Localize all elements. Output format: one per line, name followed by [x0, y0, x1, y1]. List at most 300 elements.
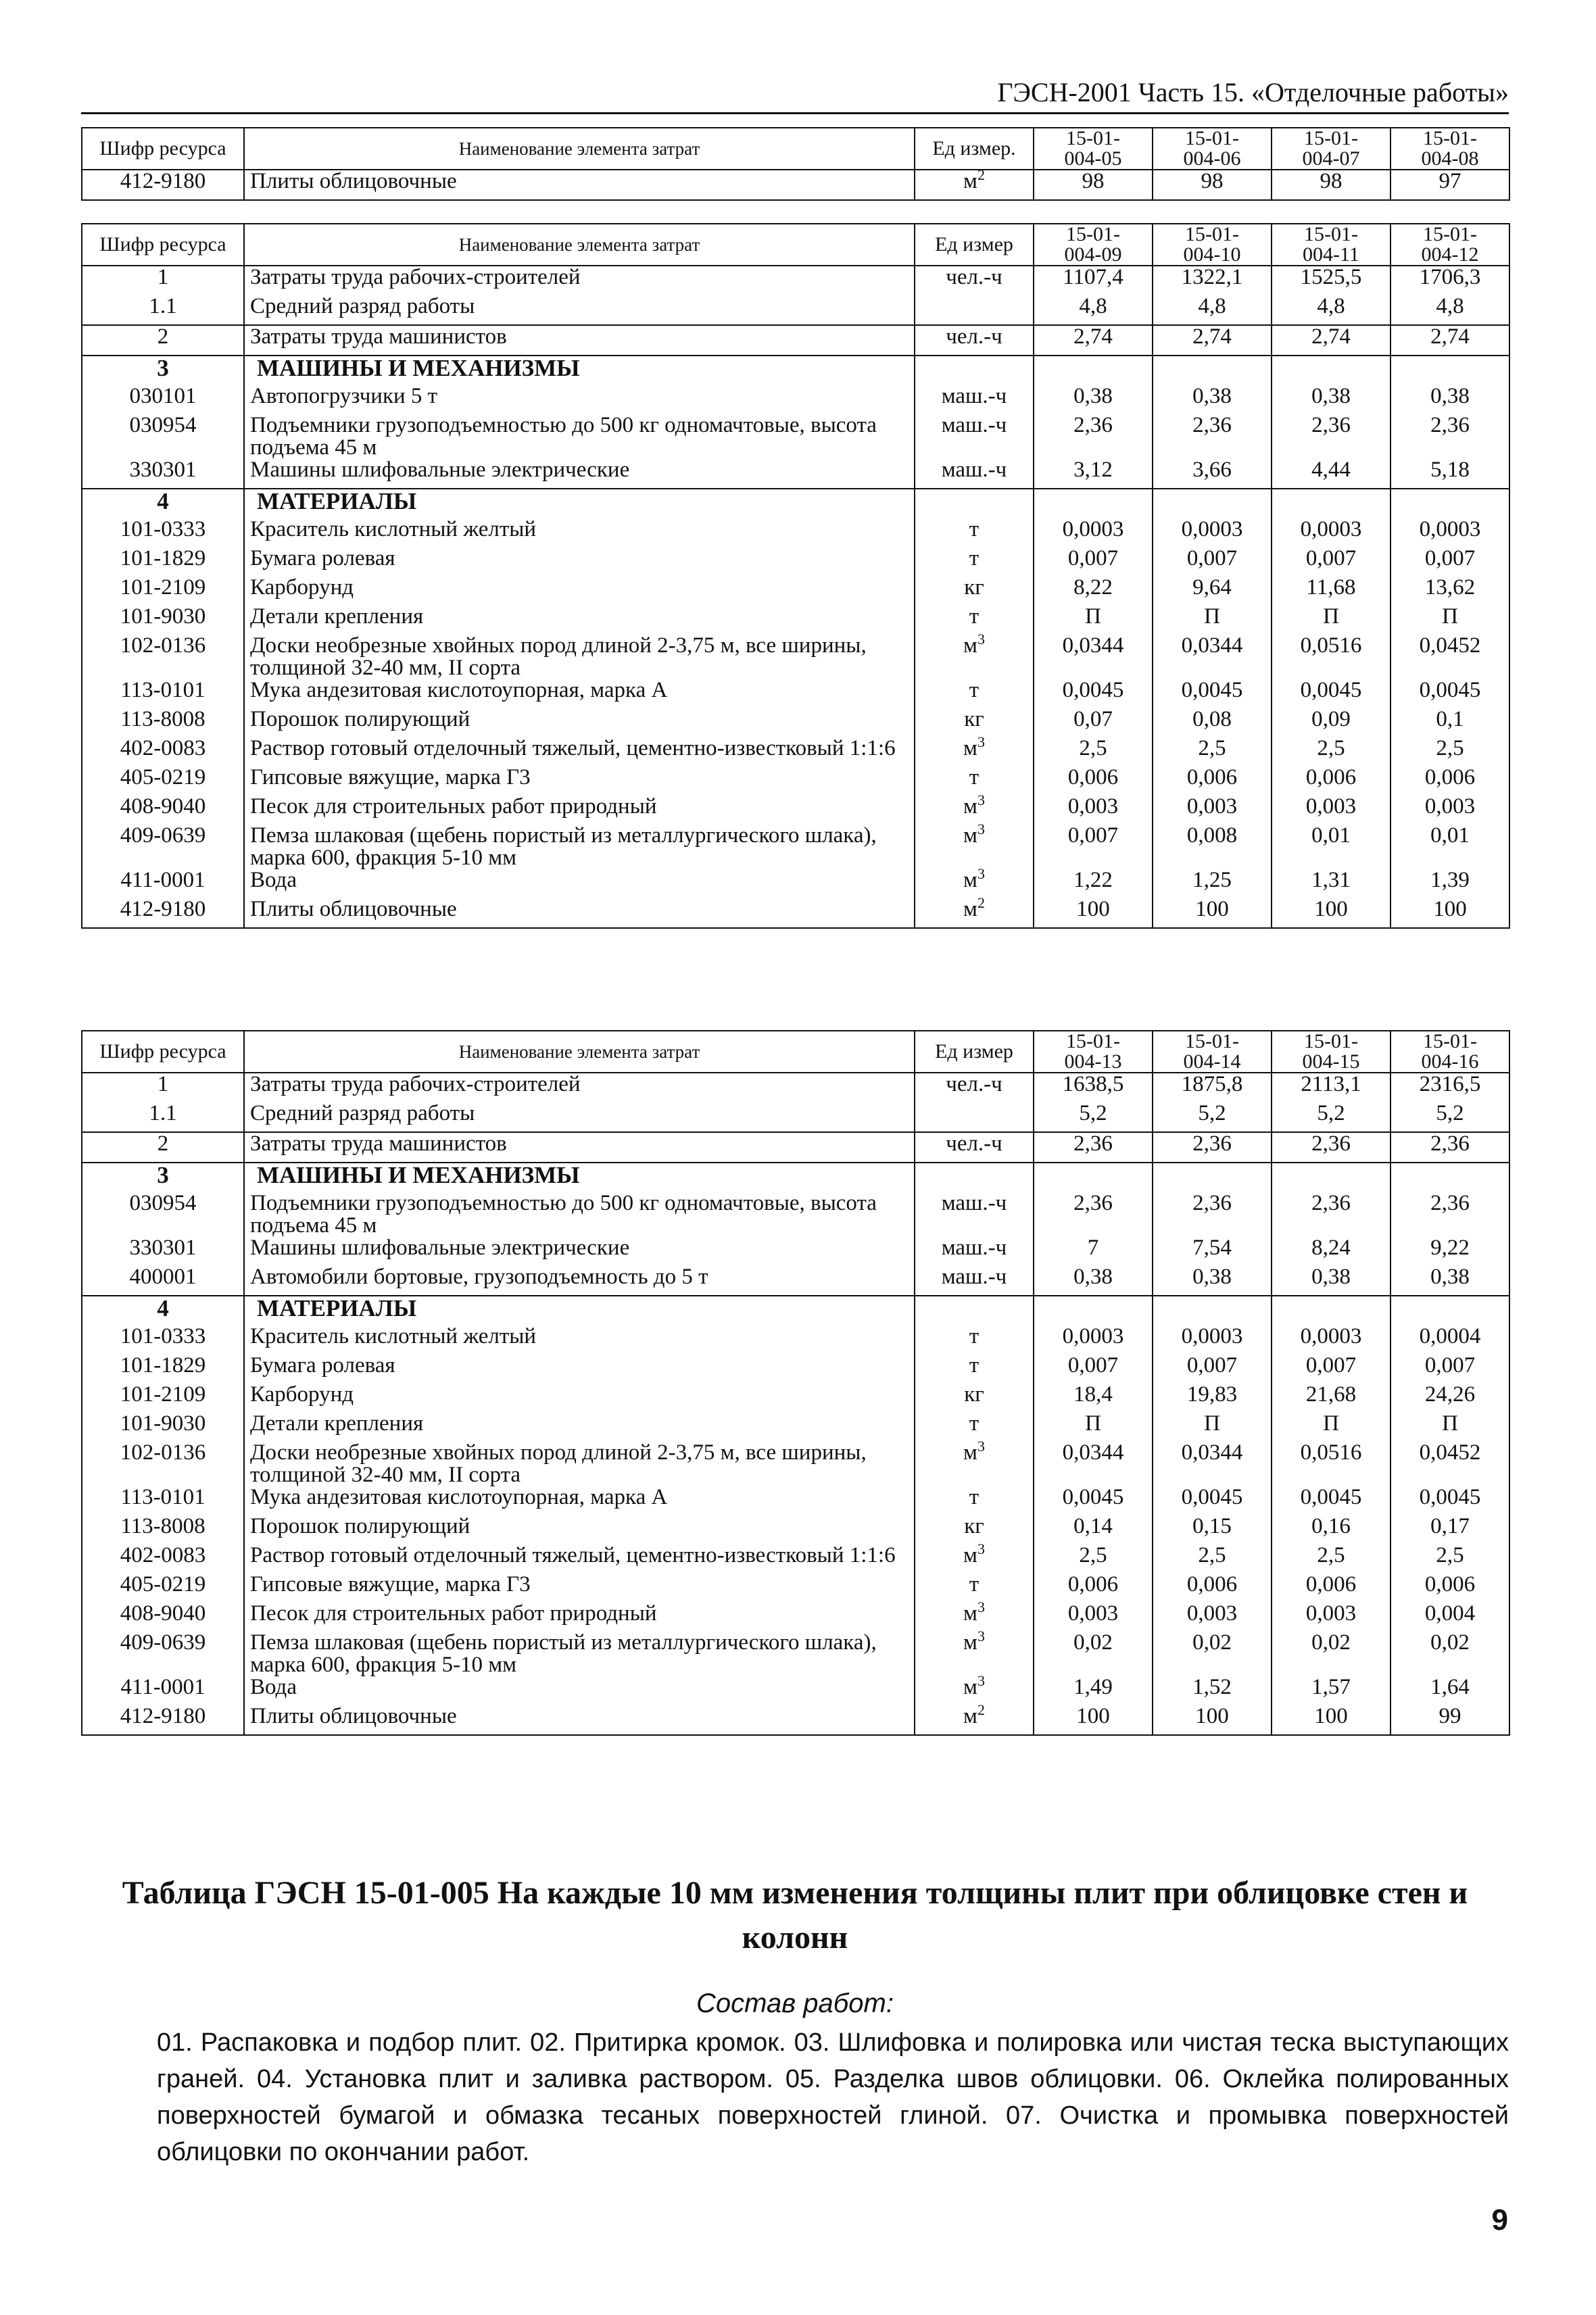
table-row — [82, 170, 1509, 200]
resource-name: Гипсовые вяжущие, марка Г3 — [244, 1574, 915, 1603]
resource-code: 030954 — [82, 414, 244, 459]
table-row — [82, 518, 1509, 547]
norm-value: 0,0516 — [1272, 635, 1391, 679]
table-row — [82, 325, 1509, 356]
table-row — [82, 1413, 1509, 1442]
resource-unit: маш.-ч — [915, 1237, 1034, 1266]
resource-name: Краситель кислотный желтый — [244, 518, 915, 547]
resource-unit: $м^2$ — [915, 898, 1034, 928]
resource-unit: $м^2$ — [915, 1705, 1034, 1735]
section-title: МАШИНЫ И МЕХАНИЗМЫ — [244, 1163, 915, 1192]
col-header-norm-2: 15-01- 004-06 — [1153, 128, 1272, 170]
norm-value: 0,0045 — [1153, 679, 1272, 708]
norm-value: 2,5 — [1391, 1544, 1509, 1574]
table-row — [82, 1632, 1509, 1676]
table-row — [82, 1384, 1509, 1413]
norm-value: 4,8 — [1272, 295, 1391, 325]
resource-unit: $м^3$ — [915, 1603, 1034, 1632]
section-row — [82, 489, 1509, 518]
resource-code: 412-9180 — [82, 170, 244, 200]
col-header-name: Наименование элемента затрат — [244, 128, 915, 170]
norm-value — [1153, 1163, 1272, 1192]
norm-value: 21,68 — [1272, 1384, 1391, 1413]
norm-value: 0,008 — [1153, 825, 1272, 869]
resource-code: 4 — [82, 489, 244, 518]
resource-name: Плиты облицовочные — [244, 170, 915, 200]
norm-value: 0,0045 — [1034, 679, 1153, 708]
table-row — [82, 1266, 1509, 1296]
norm-value — [1034, 489, 1153, 518]
resource-unit: кг — [915, 577, 1034, 606]
norm-value: П — [1391, 606, 1509, 635]
norm-value: 0,09 — [1272, 708, 1391, 737]
resource-name: Песок для строительных работ природный — [244, 796, 915, 825]
resource-name: Раствор готовый отделочный тяжелый, цементно-известковый 1:1:6 — [244, 737, 915, 766]
norm-value: 0,1 — [1391, 708, 1509, 737]
norm-value: 2,36 — [1153, 1132, 1272, 1163]
col-header-code: Шифр ресурса — [82, 128, 244, 170]
resource-name: Карборунд — [244, 577, 915, 606]
resource-unit: $м^3$ — [915, 796, 1034, 825]
resource-code: 3 — [82, 1163, 244, 1192]
norm-value — [1153, 356, 1272, 385]
norm-value: 2,36 — [1272, 1132, 1391, 1163]
resource-table-2 — [81, 223, 1510, 929]
resource-code: 411-0001 — [82, 1676, 244, 1705]
norm-value: 1107,4 — [1034, 266, 1153, 295]
table-row — [82, 898, 1509, 928]
resource-unit: т — [915, 679, 1034, 708]
resource-code: 113-8008 — [82, 708, 244, 737]
resource-code: 409-0639 — [82, 825, 244, 869]
resource-unit: чел.-ч — [915, 266, 1034, 295]
norm-value: 2,5 — [1391, 737, 1509, 766]
norm-value: 0,0344 — [1034, 1442, 1153, 1486]
norm-value — [1391, 356, 1509, 385]
resource-code: 3 — [82, 356, 244, 385]
col-header-norm-3: 15-01- 004-11 — [1272, 224, 1391, 266]
norm-value: 0,007 — [1153, 1355, 1272, 1384]
resource-name: Затраты труда машинистов — [244, 325, 915, 356]
resource-code: 102-0136 — [82, 1442, 244, 1486]
resource-unit: т — [915, 1413, 1034, 1442]
resource-code: 101-2109 — [82, 577, 244, 606]
resource-unit: $м^3$ — [915, 1632, 1034, 1676]
resource-name: Краситель кислотный желтый — [244, 1325, 915, 1355]
norm-value: 0,003 — [1034, 796, 1153, 825]
norm-value: 98 — [1153, 170, 1272, 200]
table-row — [82, 1355, 1509, 1384]
resource-unit — [915, 489, 1034, 518]
resource-name: Затраты труда рабочих-строителей — [244, 1073, 915, 1102]
resource-code: 408-9040 — [82, 1603, 244, 1632]
norm-value: 100 — [1391, 898, 1509, 928]
norm-value: 0,02 — [1153, 1632, 1272, 1676]
norm-value: 0,0003 — [1272, 1325, 1391, 1355]
resource-code: 1.1 — [82, 1102, 244, 1132]
norm-value: 0,0344 — [1153, 635, 1272, 679]
norm-value: 0,007 — [1153, 547, 1272, 577]
norm-value: 0,38 — [1272, 385, 1391, 414]
norm-value: 5,2 — [1272, 1102, 1391, 1132]
resource-unit — [915, 1102, 1034, 1132]
norm-value: 0,14 — [1034, 1515, 1153, 1544]
norm-value: 5,2 — [1391, 1102, 1509, 1132]
norm-value: 0,007 — [1391, 1355, 1509, 1384]
norm-value: 2,36 — [1391, 1132, 1509, 1163]
norm-value: 0,0344 — [1034, 635, 1153, 679]
norm-value: 0,007 — [1391, 547, 1509, 577]
table-row — [82, 1132, 1509, 1163]
resource-name: Карборунд — [244, 1384, 915, 1413]
norm-value: 100 — [1153, 898, 1272, 928]
norm-value: 0,0045 — [1034, 1486, 1153, 1515]
norm-value — [1391, 1296, 1509, 1325]
norm-value: 8,22 — [1034, 577, 1153, 606]
resource-name: Плиты облицовочные — [244, 1705, 915, 1735]
norm-value: 0,08 — [1153, 708, 1272, 737]
norm-value: П — [1391, 1413, 1509, 1442]
resource-unit: $м^3$ — [915, 1442, 1034, 1486]
norm-value: 11,68 — [1272, 577, 1391, 606]
resource-name: Машины шлифовальные электрические — [244, 1237, 915, 1266]
norm-value: 100 — [1034, 1705, 1153, 1735]
resource-unit: чел.-ч — [915, 1073, 1034, 1102]
norm-value — [1153, 489, 1272, 518]
resource-unit: кг — [915, 708, 1034, 737]
norm-value: 0,007 — [1034, 1355, 1153, 1384]
resource-name: Вода — [244, 1676, 915, 1705]
norm-value: П — [1272, 606, 1391, 635]
resource-code: 101-1829 — [82, 1355, 244, 1384]
col-header-norm-2: 15-01- 004-14 — [1153, 1031, 1272, 1073]
norm-value: 0,006 — [1153, 766, 1272, 796]
norm-value: 1,39 — [1391, 869, 1509, 898]
norm-value: 13,62 — [1391, 577, 1509, 606]
resource-table-1 — [81, 127, 1510, 201]
table-row — [82, 385, 1509, 414]
page-number: 9 — [1491, 2203, 1508, 2237]
resource-unit: т — [915, 1486, 1034, 1515]
resource-unit — [915, 1163, 1034, 1192]
norm-value: 0,003 — [1034, 1603, 1153, 1632]
resource-code: 113-8008 — [82, 1515, 244, 1544]
norm-value: 2316,5 — [1391, 1073, 1509, 1102]
norm-value: 5,2 — [1153, 1102, 1272, 1132]
norm-value — [1034, 356, 1153, 385]
norm-value: 7 — [1034, 1237, 1153, 1266]
resource-name: Мука андезитовая кислотоупорная, марка А — [244, 679, 915, 708]
table-row — [82, 459, 1509, 489]
resource-unit: маш.-ч — [915, 385, 1034, 414]
norm-value: 0,15 — [1153, 1515, 1272, 1544]
resource-name: Средний разряд работы — [244, 295, 915, 325]
col-header-norm-1: 15-01- 004-05 — [1034, 128, 1153, 170]
norm-value: 0,006 — [1391, 1574, 1509, 1603]
norm-value: 0,0045 — [1272, 679, 1391, 708]
resource-code: 405-0219 — [82, 766, 244, 796]
norm-value: 0,16 — [1272, 1515, 1391, 1544]
norm-value: 98 — [1272, 170, 1391, 200]
resource-code: 101-2109 — [82, 1384, 244, 1413]
norm-value: 0,38 — [1391, 1266, 1509, 1296]
norm-value: 18,4 — [1034, 1384, 1153, 1413]
norm-value — [1272, 1163, 1391, 1192]
norm-value: 4,8 — [1153, 295, 1272, 325]
resource-name: Автопогрузчики 5 т — [244, 385, 915, 414]
norm-value: 0,007 — [1034, 547, 1153, 577]
resource-name: Доски необрезные хвойных пород длиной 2-3,75 м, все ширины, толщиной 32-40 мм, II сорта — [244, 1442, 915, 1486]
norm-value: 0,003 — [1153, 1603, 1272, 1632]
norm-value: 2,5 — [1034, 1544, 1153, 1574]
norm-value: 2,74 — [1272, 325, 1391, 356]
resource-unit: т — [915, 547, 1034, 577]
table-row — [82, 1515, 1509, 1544]
table-row — [82, 547, 1509, 577]
norm-value: 2,36 — [1034, 1132, 1153, 1163]
norm-value: 0,0344 — [1153, 1442, 1272, 1486]
col-header-norm-3: 15-01- 004-15 — [1272, 1031, 1391, 1073]
header-row — [82, 224, 1509, 266]
norm-value: П — [1034, 1413, 1153, 1442]
norm-value: 0,0003 — [1391, 518, 1509, 547]
norm-value: 0,01 — [1272, 825, 1391, 869]
table-row — [82, 679, 1509, 708]
col-header-norm-4: 15-01- 004-16 — [1391, 1031, 1509, 1073]
table-row — [82, 1325, 1509, 1355]
norm-value: 2,5 — [1034, 737, 1153, 766]
norm-value: 0,07 — [1034, 708, 1153, 737]
norm-value: 0,003 — [1153, 796, 1272, 825]
resource-unit: т — [915, 1325, 1034, 1355]
resource-unit: т — [915, 518, 1034, 547]
norm-value: 0,02 — [1272, 1632, 1391, 1676]
norm-value: 98 — [1034, 170, 1153, 200]
resource-code: 405-0219 — [82, 1574, 244, 1603]
norm-value: 2,5 — [1153, 1544, 1272, 1574]
norm-value — [1034, 1296, 1153, 1325]
section-row — [82, 1163, 1509, 1192]
col-header-code: Шифр ресурса — [82, 224, 244, 266]
resource-code: 412-9180 — [82, 1705, 244, 1735]
norm-value: 2,36 — [1272, 414, 1391, 459]
norm-value: 2,74 — [1153, 325, 1272, 356]
norm-value: 0,007 — [1272, 1355, 1391, 1384]
resource-unit: т — [915, 1574, 1034, 1603]
section-title: МАТЕРИАЛЫ — [244, 489, 915, 518]
norm-value: 0,0452 — [1391, 1442, 1509, 1486]
col-header-unit: Ед измер. — [915, 128, 1034, 170]
norm-value: 0,007 — [1034, 825, 1153, 869]
norm-value: 1,57 — [1272, 1676, 1391, 1705]
table-row — [82, 606, 1509, 635]
header-title: ГЭСН-2001 Часть 15. «Отделочные работы» — [997, 77, 1509, 107]
norm-value: 0,38 — [1272, 1266, 1391, 1296]
resource-code: 113-0101 — [82, 679, 244, 708]
resource-unit: $м^3$ — [915, 825, 1034, 869]
resource-code: 4 — [82, 1296, 244, 1325]
norm-value: 100 — [1153, 1705, 1272, 1735]
norm-value: 0,38 — [1153, 385, 1272, 414]
resource-unit: маш.-ч — [915, 1266, 1034, 1296]
resource-code: 101-9030 — [82, 1413, 244, 1442]
resource-name: Песок для строительных работ природный — [244, 1603, 915, 1632]
norm-value: 9,22 — [1391, 1237, 1509, 1266]
resource-name: Автомобили бортовые, грузоподъемность до 5 т — [244, 1266, 915, 1296]
resource-name: Раствор готовый отделочный тяжелый, цементно-известковый 1:1:6 — [244, 1544, 915, 1574]
norm-value: П — [1034, 606, 1153, 635]
col-header-norm-3: 15-01- 004-07 — [1272, 128, 1391, 170]
resource-name: Бумага ролевая — [244, 1355, 915, 1384]
table-row — [82, 1237, 1509, 1266]
resource-unit — [915, 356, 1034, 385]
table-row — [82, 825, 1509, 869]
resource-unit: т — [915, 1355, 1034, 1384]
running-header — [81, 73, 1509, 114]
norm-value: 9,64 — [1153, 577, 1272, 606]
norm-value: 2,36 — [1153, 414, 1272, 459]
table-row — [82, 1705, 1509, 1735]
resource-unit — [915, 295, 1034, 325]
norm-value: 0,38 — [1034, 1266, 1153, 1296]
resource-name: Затраты труда рабочих-строителей — [244, 266, 915, 295]
norm-value: 100 — [1272, 898, 1391, 928]
norm-value: 2,5 — [1272, 1544, 1391, 1574]
resource-name: Детали крепления — [244, 1413, 915, 1442]
resource-code: 102-0136 — [82, 635, 244, 679]
norm-value: 100 — [1272, 1705, 1391, 1735]
resource-unit: $м^2$ — [915, 170, 1034, 200]
resource-name: Вода — [244, 869, 915, 898]
resource-name: Гипсовые вяжущие, марка Г3 — [244, 766, 915, 796]
resource-code: 113-0101 — [82, 1486, 244, 1515]
norm-value — [1391, 489, 1509, 518]
norm-value: 0,003 — [1391, 796, 1509, 825]
resource-code: 402-0083 — [82, 1544, 244, 1574]
resource-name: Пемза шлаковая (щебень пористый из металлургического шлака), марка 600, фракция 5-10 мм — [244, 825, 915, 869]
table-row — [82, 1676, 1509, 1705]
norm-value: 2113,1 — [1272, 1073, 1391, 1102]
resource-name: Порошок полирующий — [244, 1515, 915, 1544]
norm-value: 1,31 — [1272, 869, 1391, 898]
norm-value: 0,006 — [1153, 1574, 1272, 1603]
norm-value: 0,38 — [1034, 385, 1153, 414]
norm-value: 0,0003 — [1034, 518, 1153, 547]
norm-value: 0,004 — [1391, 1603, 1509, 1632]
resource-code: 1.1 — [82, 295, 244, 325]
section-title: МАШИНЫ И МЕХАНИЗМЫ — [244, 356, 915, 385]
norm-value: 0,006 — [1034, 766, 1153, 796]
resource-name: Средний разряд работы — [244, 1102, 915, 1132]
resource-code: 1 — [82, 266, 244, 295]
resource-name: Машины шлифовальные электрические — [244, 459, 915, 489]
table-row — [82, 796, 1509, 825]
norm-value: 2,74 — [1391, 325, 1509, 356]
col-header-name: Наименование элемента затрат — [244, 1031, 915, 1073]
resource-table-3 — [81, 1030, 1510, 1736]
norm-value: 2,5 — [1272, 737, 1391, 766]
norm-value — [1153, 1296, 1272, 1325]
resource-code: 101-1829 — [82, 547, 244, 577]
norm-value: 2,36 — [1034, 414, 1153, 459]
resource-unit: $м^3$ — [915, 635, 1034, 679]
resource-name: Подъемники грузоподъемностью до 500 кг одномачтовые, высота подъема 45 м — [244, 1192, 915, 1237]
resource-name: Затраты труда машинистов — [244, 1132, 915, 1163]
resource-name: Бумага ролевая — [244, 547, 915, 577]
norm-value: 4,8 — [1034, 295, 1153, 325]
norm-value: 0,0516 — [1272, 1442, 1391, 1486]
table-row — [82, 1073, 1509, 1102]
norm-value: 1525,5 — [1272, 266, 1391, 295]
table-row — [82, 1603, 1509, 1632]
norm-value: 1875,8 — [1153, 1073, 1272, 1102]
norm-value: 0,0003 — [1272, 518, 1391, 547]
col-header-norm-4: 15-01- 004-08 — [1391, 128, 1509, 170]
resource-name: Плиты облицовочные — [244, 898, 915, 928]
norm-value: 4,44 — [1272, 459, 1391, 489]
col-header-norm-2: 15-01- 004-10 — [1153, 224, 1272, 266]
resource-name: Порошок полирующий — [244, 708, 915, 737]
resource-name: Детали крепления — [244, 606, 915, 635]
resource-unit: маш.-ч — [915, 1192, 1034, 1237]
resource-code: 402-0083 — [82, 737, 244, 766]
table-row — [82, 577, 1509, 606]
resource-code: 400001 — [82, 1266, 244, 1296]
norm-value: 0,02 — [1034, 1632, 1153, 1676]
norm-value: П — [1153, 606, 1272, 635]
norm-value: 7,54 — [1153, 1237, 1272, 1266]
resource-name: Мука андезитовая кислотоупорная, марка А — [244, 1486, 915, 1515]
resource-code: 2 — [82, 325, 244, 356]
table-row — [82, 1442, 1509, 1486]
resource-name: Доски необрезные хвойных пород длиной 2-3,75 м, все ширины, толщиной 32-40 мм, II сорта — [244, 635, 915, 679]
norm-value — [1272, 489, 1391, 518]
resource-unit: кг — [915, 1384, 1034, 1413]
norm-value: 0,006 — [1391, 766, 1509, 796]
norm-value: 0,006 — [1034, 1574, 1153, 1603]
norm-value: 3,66 — [1153, 459, 1272, 489]
resource-code: 101-0333 — [82, 1325, 244, 1355]
header-row — [82, 128, 1509, 170]
norm-value: 8,24 — [1272, 1237, 1391, 1266]
resource-code: 409-0639 — [82, 1632, 244, 1676]
resource-unit: $м^3$ — [915, 737, 1034, 766]
norm-value: 1,52 — [1153, 1676, 1272, 1705]
col-header-name: Наименование элемента затрат — [244, 224, 915, 266]
norm-value: П — [1272, 1413, 1391, 1442]
norm-value: 0,0045 — [1391, 679, 1509, 708]
resource-unit: кг — [915, 1515, 1034, 1544]
norm-value: 0,007 — [1272, 547, 1391, 577]
norm-value: П — [1153, 1413, 1272, 1442]
norm-value: 1,64 — [1391, 1676, 1509, 1705]
resource-code: 408-9040 — [82, 796, 244, 825]
norm-value: 0,38 — [1153, 1266, 1272, 1296]
table-row — [82, 1102, 1509, 1132]
table-row — [82, 1192, 1509, 1237]
norm-value: 2,36 — [1391, 1192, 1509, 1237]
norm-value: 4,8 — [1391, 295, 1509, 325]
norm-value: 2,36 — [1034, 1192, 1153, 1237]
resource-code: 101-0333 — [82, 518, 244, 547]
norm-value: 1706,3 — [1391, 266, 1509, 295]
norm-value: 1638,5 — [1034, 1073, 1153, 1102]
norm-value: 0,003 — [1272, 1603, 1391, 1632]
norm-value: 0,003 — [1272, 796, 1391, 825]
norm-value: 19,83 — [1153, 1384, 1272, 1413]
header-row — [82, 1031, 1509, 1073]
norm-value: 2,36 — [1272, 1192, 1391, 1237]
